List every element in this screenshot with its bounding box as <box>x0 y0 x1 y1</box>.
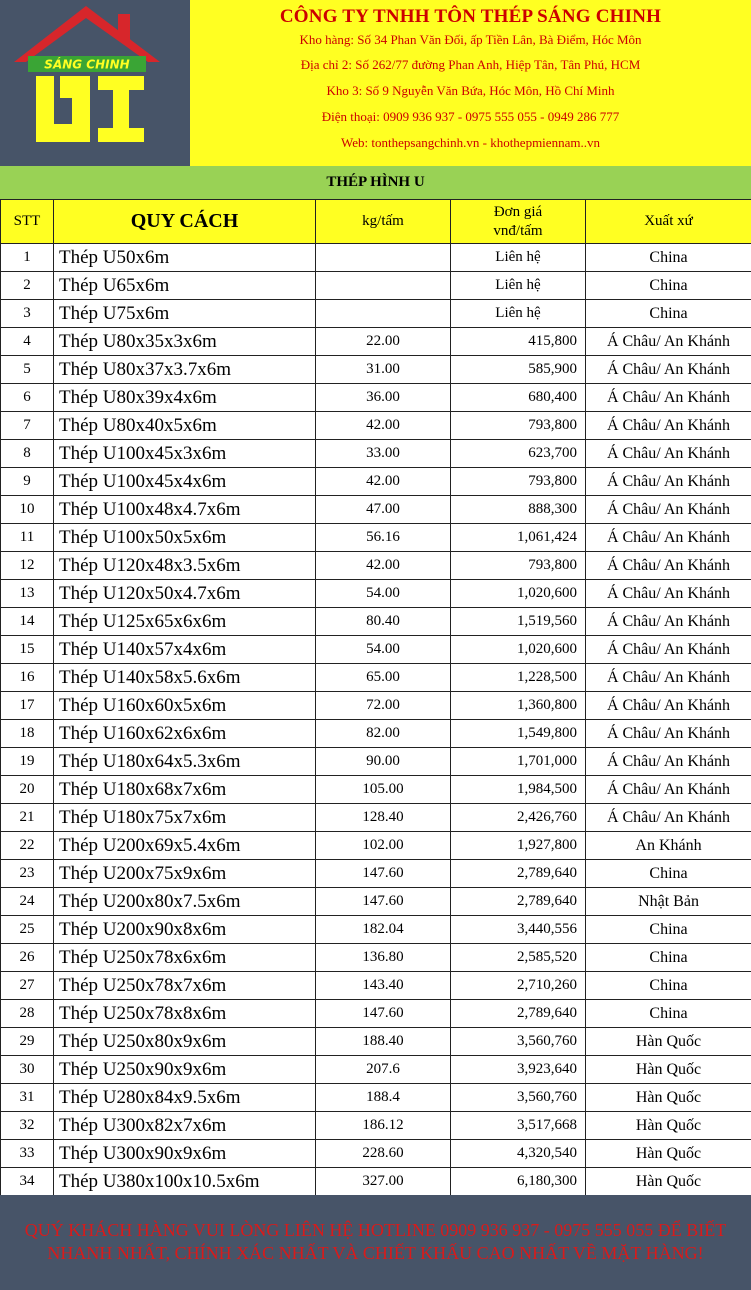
row-weight: 90.00 <box>316 748 451 776</box>
row-origin: Á Châu/ An Khánh <box>586 412 751 440</box>
row-spec: Thép U65x6m <box>54 272 316 300</box>
row-price: 2,585,520 <box>451 944 586 972</box>
row-price: 1,228,500 <box>451 664 586 692</box>
row-spec: Thép U200x69x5.4x6m <box>54 832 316 860</box>
row-origin: Á Châu/ An Khánh <box>586 664 751 692</box>
row-origin: Á Châu/ An Khánh <box>586 328 751 356</box>
row-stt: 12 <box>1 552 54 580</box>
table-row <box>1 468 751 496</box>
row-weight: 188.4 <box>316 1084 451 1112</box>
table-row <box>1 720 751 748</box>
row-price: 3,560,760 <box>451 1028 586 1056</box>
phone-numbers: Điện thoại: 0909 936 937 - 0975 555 055 - 0949 286 777 <box>321 109 620 124</box>
row-weight: 128.40 <box>316 804 451 832</box>
row-stt: 1 <box>1 244 54 272</box>
row-weight: 136.80 <box>316 944 451 972</box>
row-weight: 105.00 <box>316 776 451 804</box>
row-stt: 22 <box>1 832 54 860</box>
table-row <box>1 1140 751 1168</box>
second-address: Địa chỉ 2: Số 262/77 đường Phan Anh, Hiệp Tân, Tân Phú, HCM <box>300 57 641 72</box>
row-price: 3,517,668 <box>451 1112 586 1140</box>
table-row <box>1 860 751 888</box>
table-row <box>1 1168 751 1196</box>
row-stt: 16 <box>1 664 54 692</box>
row-price: 2,789,640 <box>451 860 586 888</box>
row-price: 1,020,600 <box>451 636 586 664</box>
row-spec: Thép U120x50x4.7x6m <box>54 580 316 608</box>
row-weight: 82.00 <box>316 720 451 748</box>
row-weight: 186.12 <box>316 1112 451 1140</box>
row-stt: 25 <box>1 916 54 944</box>
row-weight: 143.40 <box>316 972 451 1000</box>
row-stt: 14 <box>1 608 54 636</box>
row-price: 4,320,540 <box>451 1140 586 1168</box>
row-origin: Nhật Bản <box>586 888 751 916</box>
row-weight: 42.00 <box>316 552 451 580</box>
row-stt: 33 <box>1 1140 54 1168</box>
row-spec: Thép U180x64x5.3x6m <box>54 748 316 776</box>
row-stt: 6 <box>1 384 54 412</box>
row-spec: Thép U250x90x9x6m <box>54 1056 316 1084</box>
footer-notice <box>0 1195 751 1265</box>
row-stt: 21 <box>1 804 54 832</box>
row-weight: 42.00 <box>316 412 451 440</box>
row-spec: Thép U250x80x9x6m <box>54 1028 316 1056</box>
row-origin: Á Châu/ An Khánh <box>586 356 751 384</box>
row-stt: 32 <box>1 1112 54 1140</box>
row-price: 3,440,556 <box>451 916 586 944</box>
row-weight: 147.60 <box>316 860 451 888</box>
row-price: 793,800 <box>451 552 586 580</box>
row-spec: Thép U80x40x5x6m <box>54 412 316 440</box>
footer <box>0 1195 751 1290</box>
section-title: THÉP HÌNH U <box>326 174 425 190</box>
header <box>0 0 751 166</box>
table-row <box>1 524 751 552</box>
row-price: 1,984,500 <box>451 776 586 804</box>
row-spec: Thép U80x37x3.7x6m <box>54 356 316 384</box>
row-spec: Thép U100x45x3x6m <box>54 440 316 468</box>
table-row <box>1 832 751 860</box>
row-spec: Thép U160x62x6x6m <box>54 720 316 748</box>
row-spec: Thép U120x48x3.5x6m <box>54 552 316 580</box>
row-origin: China <box>586 972 751 1000</box>
row-stt: 24 <box>1 888 54 916</box>
row-weight: 36.00 <box>316 384 451 412</box>
header-price-line1: Đơn giá <box>493 203 543 220</box>
table-row <box>1 636 751 664</box>
row-price: 1,360,800 <box>451 692 586 720</box>
row-spec: Thép U75x6m <box>54 300 316 328</box>
row-weight <box>316 244 451 272</box>
row-stt: 19 <box>1 748 54 776</box>
logo-text: SÁNG CHINH <box>44 57 130 72</box>
warehouse-address: Kho hàng: Số 34 Phan Văn Đối, ấp Tiền Lân, Bà Điểm, Hóc Môn <box>299 32 642 47</box>
row-weight: 31.00 <box>316 356 451 384</box>
company-name: CÔNG TY TNHH TÔN THÉP SÁNG CHINH <box>279 6 662 27</box>
row-origin: China <box>586 944 751 972</box>
row-stt: 3 <box>1 300 54 328</box>
row-price: 1,549,800 <box>451 720 586 748</box>
row-origin: Hàn Quốc <box>586 1168 751 1196</box>
row-price: 1,927,800 <box>451 832 586 860</box>
row-weight: 56.16 <box>316 524 451 552</box>
house-logo-icon <box>0 0 190 166</box>
table-row <box>1 944 751 972</box>
row-origin: Á Châu/ An Khánh <box>586 776 751 804</box>
row-price: 415,800 <box>451 328 586 356</box>
row-stt: 8 <box>1 440 54 468</box>
row-spec: Thép U200x90x8x6m <box>54 916 316 944</box>
row-stt: 9 <box>1 468 54 496</box>
row-origin: China <box>586 272 751 300</box>
row-price: 1,020,600 <box>451 580 586 608</box>
table-row <box>1 1084 751 1112</box>
section-title-bar <box>0 166 751 199</box>
row-stt: 2 <box>1 272 54 300</box>
price-table <box>0 199 751 1196</box>
row-weight: 47.00 <box>316 496 451 524</box>
table-row <box>1 552 751 580</box>
row-spec: Thép U50x6m <box>54 244 316 272</box>
row-spec: Thép U140x58x5.6x6m <box>54 664 316 692</box>
table-row <box>1 888 751 916</box>
row-origin: Á Châu/ An Khánh <box>586 608 751 636</box>
row-price: 793,800 <box>451 468 586 496</box>
footer-line-2: NHANH NHẤT, CHÍNH XÁC NHẤT VÀ CHIẾT KHẤU CAO NHẤT VỀ MẶT HÀNG! <box>47 1243 704 1263</box>
header-origin: Xuất xứ <box>586 200 751 244</box>
row-price: 2,789,640 <box>451 888 586 916</box>
row-price: Liên hệ <box>451 272 586 300</box>
row-stt: 5 <box>1 356 54 384</box>
row-origin: China <box>586 916 751 944</box>
row-stt: 28 <box>1 1000 54 1028</box>
row-origin: Á Châu/ An Khánh <box>586 804 751 832</box>
table-row <box>1 916 751 944</box>
row-spec: Thép U200x75x9x6m <box>54 860 316 888</box>
row-weight: 80.40 <box>316 608 451 636</box>
row-weight: 147.60 <box>316 888 451 916</box>
row-spec: Thép U125x65x6x6m <box>54 608 316 636</box>
table-row <box>1 664 751 692</box>
row-price: 2,710,260 <box>451 972 586 1000</box>
row-origin: An Khánh <box>586 832 751 860</box>
row-stt: 34 <box>1 1168 54 1196</box>
row-origin: Hàn Quốc <box>586 1056 751 1084</box>
row-stt: 17 <box>1 692 54 720</box>
table-row <box>1 1056 751 1084</box>
row-spec: Thép U200x80x7.5x6m <box>54 888 316 916</box>
row-origin: Á Châu/ An Khánh <box>586 720 751 748</box>
row-spec: Thép U100x45x4x6m <box>54 468 316 496</box>
row-weight: 33.00 <box>316 440 451 468</box>
table-row <box>1 580 751 608</box>
header-spec: QUY CÁCH <box>54 200 316 244</box>
row-price: 585,900 <box>451 356 586 384</box>
row-origin: Á Châu/ An Khánh <box>586 496 751 524</box>
company-logo <box>0 0 190 166</box>
table-row <box>1 1000 751 1028</box>
row-weight: 228.60 <box>316 1140 451 1168</box>
row-price: 1,519,560 <box>451 608 586 636</box>
row-weight: 54.00 <box>316 580 451 608</box>
row-weight: 65.00 <box>316 664 451 692</box>
row-stt: 11 <box>1 524 54 552</box>
row-price: 6,180,300 <box>451 1168 586 1196</box>
row-price: 2,426,760 <box>451 804 586 832</box>
row-origin: Hàn Quốc <box>586 1028 751 1056</box>
row-stt: 27 <box>1 972 54 1000</box>
warehouse-3-address: Kho 3: Số 9 Nguyễn Văn Bứa, Hóc Môn, Hồ Chí Minh <box>326 83 615 98</box>
row-weight: 72.00 <box>316 692 451 720</box>
table-row <box>1 496 751 524</box>
row-spec: Thép U250x78x7x6m <box>54 972 316 1000</box>
row-origin: Hàn Quốc <box>586 1140 751 1168</box>
footer-line-1: QUÝ KHÁCH HÀNG VUI LÒNG LIÊN HỆ HOTLINE 0909 936 937 - 0975 555 055 ĐỂ BIẾT <box>24 1220 727 1240</box>
row-price: Liên hệ <box>451 300 586 328</box>
table-row <box>1 384 751 412</box>
table-row <box>1 692 751 720</box>
row-price: 1,061,424 <box>451 524 586 552</box>
row-spec: Thép U250x78x6x6m <box>54 944 316 972</box>
header-stt: STT <box>1 200 54 244</box>
table-row <box>1 440 751 468</box>
row-spec: Thép U250x78x8x6m <box>54 1000 316 1028</box>
row-spec: Thép U180x75x7x6m <box>54 804 316 832</box>
row-stt: 29 <box>1 1028 54 1056</box>
row-stt: 4 <box>1 328 54 356</box>
table-row <box>1 1112 751 1140</box>
row-stt: 13 <box>1 580 54 608</box>
row-price: 888,300 <box>451 496 586 524</box>
row-weight: 102.00 <box>316 832 451 860</box>
row-spec: Thép U100x48x4.7x6m <box>54 496 316 524</box>
row-price: Liên hệ <box>451 244 586 272</box>
row-price: 623,700 <box>451 440 586 468</box>
table-row <box>1 412 751 440</box>
row-spec: Thép U160x60x5x6m <box>54 692 316 720</box>
row-stt: 31 <box>1 1084 54 1112</box>
table-body <box>1 244 751 1196</box>
row-price: 680,400 <box>451 384 586 412</box>
row-origin: Hàn Quốc <box>586 1084 751 1112</box>
row-weight: 54.00 <box>316 636 451 664</box>
row-weight: 182.04 <box>316 916 451 944</box>
header-weight: kg/tấm <box>316 200 451 244</box>
row-weight: 188.40 <box>316 1028 451 1056</box>
row-price: 3,923,640 <box>451 1056 586 1084</box>
header-price <box>451 200 586 244</box>
row-origin: Hàn Quốc <box>586 1112 751 1140</box>
row-stt: 23 <box>1 860 54 888</box>
row-origin: Á Châu/ An Khánh <box>586 636 751 664</box>
row-origin: Á Châu/ An Khánh <box>586 384 751 412</box>
row-spec: Thép U180x68x7x6m <box>54 776 316 804</box>
row-origin: Á Châu/ An Khánh <box>586 692 751 720</box>
website: Web: tonthepsangchinh.vn - khothepmiennam..vn <box>341 135 600 150</box>
row-price: 793,800 <box>451 412 586 440</box>
row-weight <box>316 272 451 300</box>
row-spec: Thép U300x90x9x6m <box>54 1140 316 1168</box>
row-spec: Thép U280x84x9.5x6m <box>54 1084 316 1112</box>
row-weight: 22.00 <box>316 328 451 356</box>
row-stt: 18 <box>1 720 54 748</box>
row-weight: 147.60 <box>316 1000 451 1028</box>
row-origin: China <box>586 1000 751 1028</box>
row-origin: Á Châu/ An Khánh <box>586 524 751 552</box>
row-origin: Á Châu/ An Khánh <box>586 440 751 468</box>
row-weight: 207.6 <box>316 1056 451 1084</box>
row-origin: Á Châu/ An Khánh <box>586 468 751 496</box>
row-spec: Thép U140x57x4x6m <box>54 636 316 664</box>
table-row <box>1 776 751 804</box>
row-stt: 15 <box>1 636 54 664</box>
table-header-row <box>1 200 751 244</box>
table-row <box>1 300 751 328</box>
row-origin: Á Châu/ An Khánh <box>586 580 751 608</box>
table-row <box>1 804 751 832</box>
table-row <box>1 328 751 356</box>
table-row <box>1 972 751 1000</box>
table-row <box>1 272 751 300</box>
row-price: 1,701,000 <box>451 748 586 776</box>
table-row <box>1 244 751 272</box>
table-row <box>1 608 751 636</box>
row-price: 2,789,640 <box>451 1000 586 1028</box>
row-origin: China <box>586 244 751 272</box>
row-price: 3,560,760 <box>451 1084 586 1112</box>
row-stt: 30 <box>1 1056 54 1084</box>
row-spec: Thép U100x50x5x6m <box>54 524 316 552</box>
table-row <box>1 748 751 776</box>
company-info <box>190 0 751 166</box>
row-spec: Thép U300x82x7x6m <box>54 1112 316 1140</box>
row-spec: Thép U80x35x3x6m <box>54 328 316 356</box>
row-origin: Á Châu/ An Khánh <box>586 748 751 776</box>
row-weight <box>316 300 451 328</box>
row-spec: Thép U380x100x10.5x6m <box>54 1168 316 1196</box>
row-weight: 327.00 <box>316 1168 451 1196</box>
row-origin: Á Châu/ An Khánh <box>586 552 751 580</box>
row-stt: 20 <box>1 776 54 804</box>
row-origin: China <box>586 300 751 328</box>
header-price-line2: vnđ/tấm <box>493 222 543 239</box>
row-stt: 10 <box>1 496 54 524</box>
row-spec: Thép U80x39x4x6m <box>54 384 316 412</box>
row-weight: 42.00 <box>316 468 451 496</box>
table-row <box>1 356 751 384</box>
row-stt: 26 <box>1 944 54 972</box>
table-row <box>1 1028 751 1056</box>
row-stt: 7 <box>1 412 54 440</box>
row-origin: China <box>586 860 751 888</box>
